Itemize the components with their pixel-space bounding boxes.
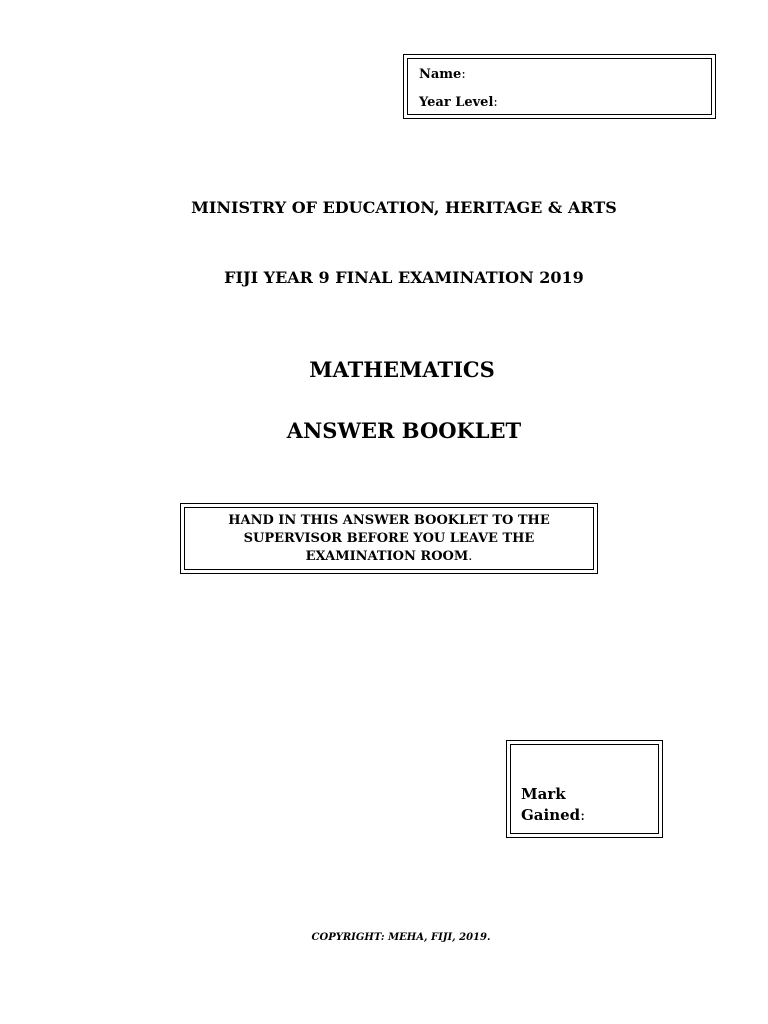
- mark-label: Mark: [521, 785, 566, 803]
- name-label: Name: [419, 67, 462, 82]
- subject-title: MATHEMATICS: [309, 357, 495, 382]
- student-info-box: [403, 54, 716, 119]
- ministry-heading: MINISTRY OF EDUCATION, HERITAGE & ARTS: [191, 198, 617, 217]
- gained-colon: :: [580, 806, 586, 824]
- gained-line: [521, 805, 658, 826]
- notice-box: [180, 503, 598, 574]
- notice-text-wrap: [209, 512, 569, 566]
- copyright-footer: COPYRIGHT: MEHA, FIJI, 2019.: [311, 932, 491, 943]
- mark-gained-inner[interactable]: [510, 744, 659, 834]
- mark-gained-box: [506, 740, 663, 838]
- name-colon: :: [461, 67, 466, 82]
- notice-period: .: [468, 548, 473, 564]
- booklet-title: ANSWER BOOKLET: [286, 418, 522, 443]
- notice-text: HAND IN THIS ANSWER BOOKLET TO THE SUPERVISOR BEFORE YOU LEAVE THE EXAMINATION ROOM: [228, 512, 550, 564]
- name-row[interactable]: [419, 67, 711, 95]
- year-level-colon: :: [493, 95, 498, 110]
- student-info-inner: [407, 58, 712, 115]
- gained-label: Gained: [521, 806, 581, 824]
- exam-heading: FIJI YEAR 9 FINAL EXAMINATION 2019: [224, 268, 584, 287]
- notice-inner: [184, 507, 594, 570]
- year-level-row[interactable]: [419, 95, 711, 123]
- year-level-label: Year Level: [419, 95, 494, 110]
